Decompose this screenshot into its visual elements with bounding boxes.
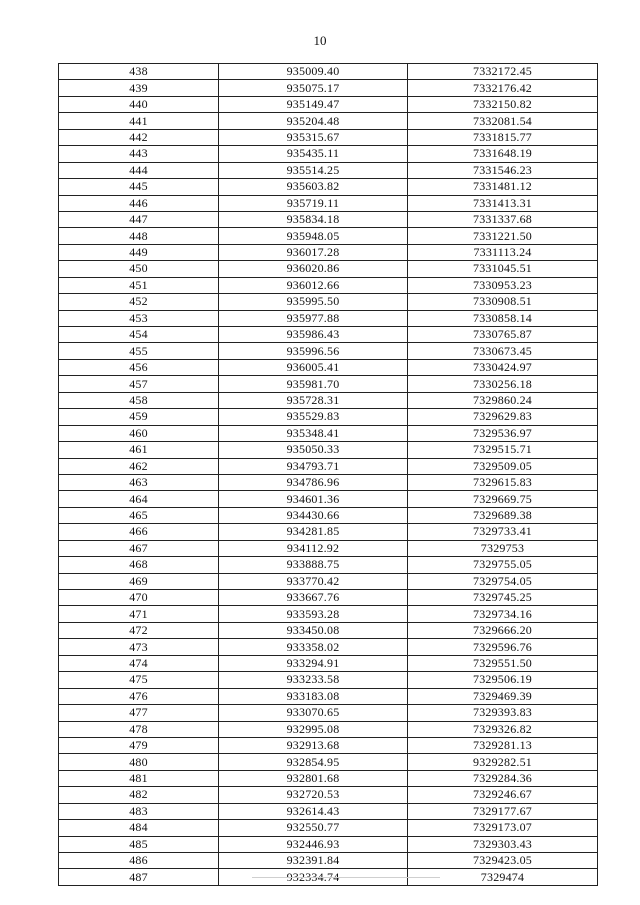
point-number-cell: 481 [59, 770, 219, 786]
point-number-cell: 478 [59, 721, 219, 737]
y-coordinate-cell: 7329177.67 [408, 803, 598, 819]
y-coordinate-cell: 7329536.97 [408, 425, 598, 441]
x-coordinate-cell: 935050.33 [219, 442, 408, 458]
point-number-cell: 448 [59, 228, 219, 244]
y-coordinate-cell: 7329666.20 [408, 622, 598, 638]
x-coordinate-cell: 935348.41 [219, 425, 408, 441]
x-coordinate-cell: 936012.66 [219, 277, 408, 293]
x-coordinate-cell: 935834.18 [219, 211, 408, 227]
point-number-cell: 438 [59, 64, 219, 80]
y-coordinate-cell: 7329629.83 [408, 409, 598, 425]
x-coordinate-cell: 933450.08 [219, 622, 408, 638]
point-number-cell: 444 [59, 162, 219, 178]
y-coordinate-cell: 7329469.39 [408, 688, 598, 704]
point-number-cell: 443 [59, 146, 219, 162]
table-row [59, 836, 598, 852]
point-number-cell: 469 [59, 573, 219, 589]
table-row [59, 672, 598, 688]
x-coordinate-cell: 932854.95 [219, 754, 408, 770]
point-number-cell: 474 [59, 655, 219, 671]
table-row [59, 573, 598, 589]
y-coordinate-cell: 7329173.07 [408, 820, 598, 836]
x-coordinate-cell: 935514.25 [219, 162, 408, 178]
table-row [59, 442, 598, 458]
x-coordinate-cell: 932550.77 [219, 820, 408, 836]
x-coordinate-cell: 932720.53 [219, 787, 408, 803]
point-number-cell: 447 [59, 211, 219, 227]
y-coordinate-cell: 7329753 [408, 540, 598, 556]
y-coordinate-cell: 7330256.18 [408, 376, 598, 392]
coordinates-table-body [59, 64, 598, 886]
table-row [59, 557, 598, 573]
point-number-cell: 440 [59, 96, 219, 112]
point-number-cell: 487 [59, 869, 219, 885]
table-row [59, 409, 598, 425]
x-coordinate-cell: 935986.43 [219, 327, 408, 343]
x-coordinate-cell: 935977.88 [219, 310, 408, 326]
table-row [59, 425, 598, 441]
y-coordinate-cell: 7331337.68 [408, 211, 598, 227]
y-coordinate-cell: 7331648.19 [408, 146, 598, 162]
y-coordinate-cell: 7330673.45 [408, 343, 598, 359]
y-coordinate-cell: 7329745.25 [408, 590, 598, 606]
point-number-cell: 483 [59, 803, 219, 819]
x-coordinate-cell: 934281.85 [219, 524, 408, 540]
x-coordinate-cell: 936017.28 [219, 244, 408, 260]
x-coordinate-cell: 935603.82 [219, 179, 408, 195]
point-number-cell: 451 [59, 277, 219, 293]
table-row [59, 96, 598, 112]
x-coordinate-cell: 935529.83 [219, 409, 408, 425]
point-number-cell: 450 [59, 261, 219, 277]
y-coordinate-cell: 7330953.23 [408, 277, 598, 293]
y-coordinate-cell: 7329733.41 [408, 524, 598, 540]
y-coordinate-cell: 7329515.71 [408, 442, 598, 458]
x-coordinate-cell: 935996.56 [219, 343, 408, 359]
x-coordinate-cell: 933770.42 [219, 573, 408, 589]
point-number-cell: 465 [59, 507, 219, 523]
x-coordinate-cell: 932801.68 [219, 770, 408, 786]
y-coordinate-cell: 7329615.83 [408, 474, 598, 490]
table-row [59, 359, 598, 375]
table-row [59, 820, 598, 836]
y-coordinate-cell: 7329284.36 [408, 770, 598, 786]
table-row [59, 162, 598, 178]
table-row [59, 179, 598, 195]
point-number-cell: 446 [59, 195, 219, 211]
x-coordinate-cell: 934601.36 [219, 491, 408, 507]
point-number-cell: 470 [59, 590, 219, 606]
table-row [59, 688, 598, 704]
table-row [59, 294, 598, 310]
y-coordinate-cell: 7329596.76 [408, 639, 598, 655]
page-number: 10 [313, 33, 327, 48]
point-number-cell: 473 [59, 639, 219, 655]
x-coordinate-cell: 935149.47 [219, 96, 408, 112]
y-coordinate-cell: 9329282.51 [408, 754, 598, 770]
point-number-cell: 486 [59, 853, 219, 869]
point-number-cell: 457 [59, 376, 219, 392]
x-coordinate-cell: 933593.28 [219, 606, 408, 622]
x-coordinate-cell: 934786.96 [219, 474, 408, 490]
table-row [59, 507, 598, 523]
y-coordinate-cell: 7329689.38 [408, 507, 598, 523]
table-row [59, 113, 598, 129]
point-number-cell: 452 [59, 294, 219, 310]
point-number-cell: 484 [59, 820, 219, 836]
table-row [59, 64, 598, 80]
table-row [59, 540, 598, 556]
table-row [59, 228, 598, 244]
point-number-cell: 459 [59, 409, 219, 425]
x-coordinate-cell: 932614.43 [219, 803, 408, 819]
y-coordinate-cell: 7331815.77 [408, 129, 598, 145]
y-coordinate-cell: 7329246.67 [408, 787, 598, 803]
point-number-cell: 467 [59, 540, 219, 556]
x-coordinate-cell: 932391.84 [219, 853, 408, 869]
point-number-cell: 439 [59, 80, 219, 96]
table-row [59, 458, 598, 474]
y-coordinate-cell: 7329734.16 [408, 606, 598, 622]
point-number-cell: 442 [59, 129, 219, 145]
table-row [59, 244, 598, 260]
x-coordinate-cell: 933070.65 [219, 705, 408, 721]
point-number-cell: 460 [59, 425, 219, 441]
point-number-cell: 441 [59, 113, 219, 129]
point-number-cell: 455 [59, 343, 219, 359]
table-row [59, 195, 598, 211]
table-row [59, 491, 598, 507]
point-number-cell: 453 [59, 310, 219, 326]
point-number-cell: 475 [59, 672, 219, 688]
y-coordinate-cell: 7330908.51 [408, 294, 598, 310]
point-number-cell: 454 [59, 327, 219, 343]
y-coordinate-cell: 7329669.75 [408, 491, 598, 507]
table-row [59, 803, 598, 819]
point-number-cell: 458 [59, 392, 219, 408]
y-coordinate-cell: 7329423.05 [408, 853, 598, 869]
table-row [59, 721, 598, 737]
y-coordinate-cell: 7331045.51 [408, 261, 598, 277]
y-coordinate-cell: 7332172.45 [408, 64, 598, 80]
point-number-cell: 445 [59, 179, 219, 195]
y-coordinate-cell: 7329281.13 [408, 737, 598, 753]
table-row [59, 655, 598, 671]
y-coordinate-cell: 7329393.83 [408, 705, 598, 721]
x-coordinate-cell: 935009.40 [219, 64, 408, 80]
x-coordinate-cell: 933233.58 [219, 672, 408, 688]
y-coordinate-cell: 7329326.82 [408, 721, 598, 737]
point-number-cell: 464 [59, 491, 219, 507]
x-coordinate-cell: 935315.67 [219, 129, 408, 145]
point-number-cell: 462 [59, 458, 219, 474]
x-coordinate-cell: 932913.68 [219, 737, 408, 753]
y-coordinate-cell: 7331481.12 [408, 179, 598, 195]
y-coordinate-cell: 7331413.31 [408, 195, 598, 211]
y-coordinate-cell: 7329474 [408, 869, 598, 885]
x-coordinate-cell: 935981.70 [219, 376, 408, 392]
y-coordinate-cell: 7329754.05 [408, 573, 598, 589]
y-coordinate-cell: 7331113.24 [408, 244, 598, 260]
table-row [59, 129, 598, 145]
y-coordinate-cell: 7332150.82 [408, 96, 598, 112]
x-coordinate-cell: 933358.02 [219, 639, 408, 655]
table-row [59, 853, 598, 869]
point-number-cell: 468 [59, 557, 219, 573]
x-coordinate-cell: 935075.17 [219, 80, 408, 96]
x-coordinate-cell: 933667.76 [219, 590, 408, 606]
table-row [59, 754, 598, 770]
x-coordinate-cell: 933888.75 [219, 557, 408, 573]
table-row [59, 474, 598, 490]
x-coordinate-cell: 935948.05 [219, 228, 408, 244]
table-row [59, 211, 598, 227]
point-number-cell: 479 [59, 737, 219, 753]
y-coordinate-cell: 7329509.05 [408, 458, 598, 474]
table-row [59, 146, 598, 162]
point-number-cell: 477 [59, 705, 219, 721]
table-row [59, 261, 598, 277]
x-coordinate-cell: 932995.08 [219, 721, 408, 737]
x-coordinate-cell: 934793.71 [219, 458, 408, 474]
point-number-cell: 482 [59, 787, 219, 803]
table-row [59, 343, 598, 359]
y-coordinate-cell: 7329860.24 [408, 392, 598, 408]
x-coordinate-cell: 933183.08 [219, 688, 408, 704]
point-number-cell: 480 [59, 754, 219, 770]
x-coordinate-cell: 932334.74 [219, 869, 408, 885]
y-coordinate-cell: 7329303.43 [408, 836, 598, 852]
point-number-cell: 461 [59, 442, 219, 458]
table-row [59, 277, 598, 293]
y-coordinate-cell: 7330424.97 [408, 359, 598, 375]
point-number-cell: 472 [59, 622, 219, 638]
y-coordinate-cell: 7331221.50 [408, 228, 598, 244]
table-row [59, 310, 598, 326]
table-row [59, 392, 598, 408]
x-coordinate-cell: 934430.66 [219, 507, 408, 523]
table-row [59, 639, 598, 655]
point-number-cell: 466 [59, 524, 219, 540]
point-number-cell: 476 [59, 688, 219, 704]
table-row [59, 590, 598, 606]
coordinates-table [58, 63, 598, 886]
x-coordinate-cell: 936020.86 [219, 261, 408, 277]
point-number-cell: 456 [59, 359, 219, 375]
table-row [59, 770, 598, 786]
point-number-cell: 471 [59, 606, 219, 622]
point-number-cell: 485 [59, 836, 219, 852]
y-coordinate-cell: 7329755.05 [408, 557, 598, 573]
x-coordinate-cell: 935719.11 [219, 195, 408, 211]
y-coordinate-cell: 7329551.50 [408, 655, 598, 671]
x-coordinate-cell: 932446.93 [219, 836, 408, 852]
table-row [59, 80, 598, 96]
point-number-cell: 449 [59, 244, 219, 260]
x-coordinate-cell: 935728.31 [219, 392, 408, 408]
y-coordinate-cell: 7330858.14 [408, 310, 598, 326]
table-row [59, 737, 598, 753]
table-row [59, 705, 598, 721]
point-number-cell: 463 [59, 474, 219, 490]
x-coordinate-cell: 935435.11 [219, 146, 408, 162]
y-coordinate-cell: 7332081.54 [408, 113, 598, 129]
x-coordinate-cell: 933294.91 [219, 655, 408, 671]
table-row [59, 327, 598, 343]
footer-divider [252, 877, 440, 878]
table-row [59, 787, 598, 803]
table-row [59, 606, 598, 622]
table-row [59, 376, 598, 392]
y-coordinate-cell: 7331546.23 [408, 162, 598, 178]
y-coordinate-cell: 7332176.42 [408, 80, 598, 96]
y-coordinate-cell: 7330765.87 [408, 327, 598, 343]
table-row [59, 524, 598, 540]
x-coordinate-cell: 935204.48 [219, 113, 408, 129]
table-row [59, 622, 598, 638]
y-coordinate-cell: 7329506.19 [408, 672, 598, 688]
x-coordinate-cell: 934112.92 [219, 540, 408, 556]
x-coordinate-cell: 935995.50 [219, 294, 408, 310]
x-coordinate-cell: 936005.41 [219, 359, 408, 375]
